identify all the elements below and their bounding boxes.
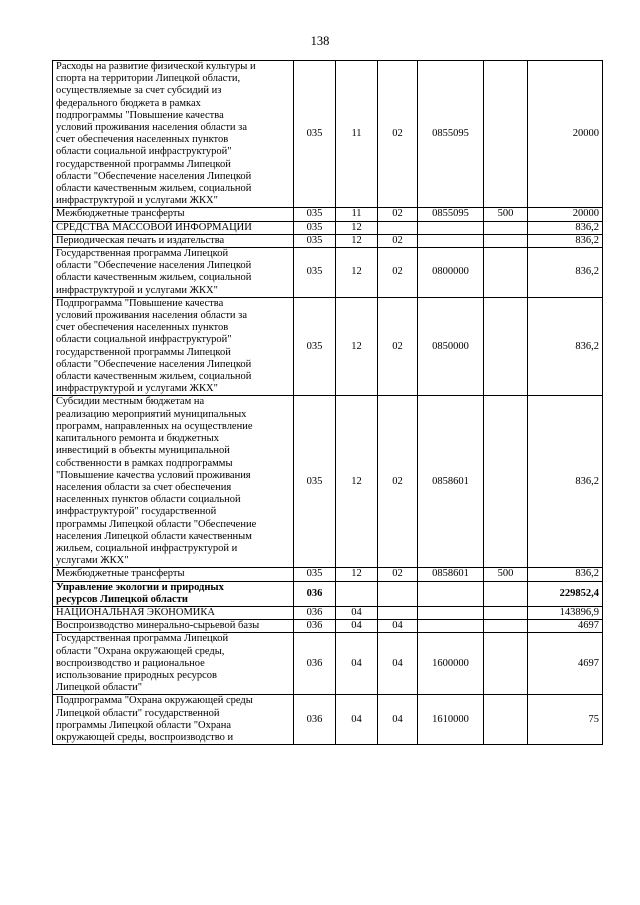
- description-line: Субсидии местным бюджетам на: [56, 396, 205, 408]
- description-line: Подпрограмма "Охрана окружающей среды: [56, 695, 253, 707]
- subsection-code: 02: [378, 208, 418, 221]
- expense-type-code: 500: [484, 208, 528, 221]
- description-line: федерального бюджета в рамках: [56, 97, 201, 109]
- description-line: жильем, социальной инфраструктурой и: [56, 542, 238, 554]
- row-description: [53, 61, 294, 208]
- row-description: [53, 297, 294, 396]
- section-code: 12: [336, 234, 378, 247]
- subsection-code: 02: [378, 234, 418, 247]
- expense-type-code: [484, 221, 528, 234]
- section-code: [336, 581, 378, 606]
- description-line: Периодическая печать и издательства: [56, 234, 225, 246]
- description-line: области социальной инфраструктурой": [56, 334, 232, 346]
- target-article-code: 0855095: [418, 61, 484, 208]
- table-row: [53, 221, 603, 234]
- ministry-code: 035: [294, 234, 336, 247]
- description-line: условий проживания населения области за: [56, 122, 247, 134]
- ministry-code: 036: [294, 620, 336, 633]
- description-line: капитального ремонта и бюджетных: [56, 433, 219, 445]
- description-line: области "Обеспечение населения Липецкой: [56, 358, 252, 370]
- row-description: [53, 620, 294, 633]
- row-description: [53, 633, 294, 695]
- table-row: [53, 581, 603, 606]
- amount-value: 20000: [528, 61, 603, 208]
- ministry-code: 035: [294, 297, 336, 396]
- description-line: программ, направленных на осуществление: [56, 420, 253, 432]
- description-line: инвестиций в объекты муниципальной: [56, 445, 230, 457]
- description-line: области качественным жильем, социальной: [56, 272, 252, 284]
- description-line: реализацию мероприятий муниципальных: [56, 408, 247, 420]
- description-line: Подпрограмма "Повышение качества: [56, 297, 224, 309]
- section-code: 12: [336, 297, 378, 396]
- ministry-code: 035: [294, 396, 336, 568]
- description-line: осуществляемые за счет субсидий из: [56, 85, 222, 97]
- amount-value: 836,2: [528, 234, 603, 247]
- target-article-code: 1610000: [418, 695, 484, 745]
- section-code: 12: [336, 568, 378, 581]
- description-line: Государственная программа Липецкой: [56, 633, 229, 645]
- ministry-code: 036: [294, 606, 336, 619]
- target-article-code: 0850000: [418, 297, 484, 396]
- section-code: 12: [336, 396, 378, 568]
- row-description: [53, 234, 294, 247]
- table-row: [53, 568, 603, 581]
- expense-type-code: [484, 396, 528, 568]
- expense-type-code: 500: [484, 568, 528, 581]
- table-row: [53, 695, 603, 745]
- subsection-code: 04: [378, 695, 418, 745]
- table-row: [53, 396, 603, 568]
- description-line: условий проживания населения области за: [56, 310, 247, 322]
- amount-value: 143896,9: [528, 606, 603, 619]
- ministry-code: 035: [294, 61, 336, 208]
- description-line: области качественным жильем, социальной: [56, 371, 252, 383]
- expense-type-code: [484, 297, 528, 396]
- table-row: [53, 208, 603, 221]
- description-line: НАЦИОНАЛЬНАЯ ЭКОНОМИКА: [56, 606, 215, 618]
- row-description: [53, 568, 294, 581]
- target-article-code: [418, 581, 484, 606]
- section-code: 12: [336, 248, 378, 298]
- ministry-code: 036: [294, 695, 336, 745]
- amount-value: 836,2: [528, 297, 603, 396]
- ministry-code: 036: [294, 633, 336, 695]
- ministry-code: 036: [294, 581, 336, 606]
- description-line: инфраструктурой и услугами ЖКХ": [56, 284, 218, 296]
- ministry-code: 035: [294, 568, 336, 581]
- description-line: ресурсов Липецкой области: [56, 593, 188, 605]
- row-description: [53, 248, 294, 298]
- expense-type-code: [484, 633, 528, 695]
- row-description: [53, 581, 294, 606]
- subsection-code: 02: [378, 297, 418, 396]
- section-code: 04: [336, 620, 378, 633]
- amount-value: 836,2: [528, 568, 603, 581]
- description-line: счет обеспечения населенных пунктов: [56, 134, 229, 146]
- target-article-code: 1600000: [418, 633, 484, 695]
- expense-type-code: [484, 695, 528, 745]
- description-line: Государственная программа Липецкой: [56, 248, 229, 260]
- subsection-code: [378, 581, 418, 606]
- section-code: 04: [336, 695, 378, 745]
- subsection-code: 02: [378, 568, 418, 581]
- description-line: Липецкой области" государственной: [56, 707, 220, 719]
- description-line: населения области за счет обеспечения: [56, 481, 232, 493]
- target-article-code: [418, 620, 484, 633]
- subsection-code: 04: [378, 633, 418, 695]
- section-code: 12: [336, 221, 378, 234]
- description-line: Воспроизводство минерально-сырьевой базы: [56, 620, 260, 632]
- description-line: "Повышение качества условий проживания: [56, 469, 251, 481]
- description-line: СРЕДСТВА МАССОВОЙ ИНФОРМАЦИИ: [56, 221, 252, 233]
- target-article-code: 0858601: [418, 396, 484, 568]
- description-line: счет обеспечения населенных пунктов: [56, 322, 229, 334]
- section-code: 11: [336, 208, 378, 221]
- description-line: области "Обеспечение населения Липецкой: [56, 260, 252, 272]
- target-article-code: 0800000: [418, 248, 484, 298]
- subsection-code: [378, 606, 418, 619]
- subsection-code: 02: [378, 248, 418, 298]
- amount-value: 75: [528, 695, 603, 745]
- ministry-code: 035: [294, 248, 336, 298]
- description-line: окружающей среды, воспроизводство и: [56, 731, 234, 743]
- description-line: области "Обеспечение населения Липецкой: [56, 170, 252, 182]
- row-description: [53, 208, 294, 221]
- amount-value: 20000: [528, 208, 603, 221]
- ministry-code: 035: [294, 221, 336, 234]
- page-number: 138: [310, 34, 330, 48]
- row-description: [53, 606, 294, 619]
- description-line: программы Липецкой области "Охрана: [56, 719, 232, 731]
- subsection-code: [378, 221, 418, 234]
- description-line: Расходы на развитие физической культуры и: [56, 61, 256, 72]
- row-description: [53, 396, 294, 568]
- table-row: [53, 61, 603, 208]
- expense-type-code: [484, 620, 528, 633]
- table-row: [53, 633, 603, 695]
- expense-type-code: [484, 234, 528, 247]
- expense-type-code: [484, 606, 528, 619]
- expense-type-code: [484, 581, 528, 606]
- description-line: государственной программы Липецкой: [56, 346, 231, 358]
- table-row: [53, 248, 603, 298]
- amount-value: 4697: [528, 633, 603, 695]
- section-code: 04: [336, 633, 378, 695]
- description-line: инфраструктурой и услугами ЖКХ": [56, 383, 218, 395]
- description-line: собственности в рамках подпрограммы: [56, 457, 233, 469]
- description-line: инфраструктурой" государственной: [56, 506, 217, 518]
- description-line: подпрограммы "Повышение качества: [56, 109, 224, 121]
- description-line: Липецкой области": [56, 682, 143, 694]
- expense-type-code: [484, 61, 528, 208]
- budget-table: [52, 60, 603, 745]
- subsection-code: 02: [378, 396, 418, 568]
- description-line: государственной программы Липецкой: [56, 158, 231, 170]
- subsection-code: 04: [378, 620, 418, 633]
- amount-value: 836,2: [528, 396, 603, 568]
- target-article-code: 0855095: [418, 208, 484, 221]
- description-line: области "Охрана окружающей среды,: [56, 645, 225, 657]
- section-code: 11: [336, 61, 378, 208]
- ministry-code: 035: [294, 208, 336, 221]
- description-line: инфраструктурой и услугами ЖКХ": [56, 195, 218, 207]
- description-line: программы Липецкой области "Обеспечение: [56, 518, 257, 530]
- row-description: [53, 695, 294, 745]
- amount-value: 4697: [528, 620, 603, 633]
- table-row: [53, 234, 603, 247]
- description-line: спорта на территории Липецкой области,: [56, 73, 241, 85]
- amount-value: 229852,4: [528, 581, 603, 606]
- subsection-code: 02: [378, 61, 418, 208]
- table-row: [53, 606, 603, 619]
- target-article-code: [418, 221, 484, 234]
- description-line: Управление экологии и природных: [56, 581, 224, 593]
- target-article-code: [418, 234, 484, 247]
- description-line: области социальной инфраструктурой": [56, 146, 232, 158]
- amount-value: 836,2: [528, 248, 603, 298]
- row-description: [53, 221, 294, 234]
- table-body: [53, 61, 603, 745]
- expense-type-code: [484, 248, 528, 298]
- description-line: Межбюджетные трансферты: [56, 208, 185, 220]
- description-line: воспроизводство и рациональное: [56, 657, 205, 669]
- target-article-code: [418, 606, 484, 619]
- table-row: [53, 297, 603, 396]
- description-line: населения Липецкой области качественным: [56, 530, 252, 542]
- section-code: 04: [336, 606, 378, 619]
- table-row: [53, 620, 603, 633]
- description-line: услугами ЖКХ": [56, 555, 129, 567]
- description-line: Межбюджетные трансферты: [56, 568, 185, 580]
- description-line: области качественным жильем, социальной: [56, 183, 252, 195]
- target-article-code: 0858601: [418, 568, 484, 581]
- amount-value: 836,2: [528, 221, 603, 234]
- description-line: использование природных ресурсов: [56, 669, 218, 681]
- description-line: населенных пунктов области социальной: [56, 494, 241, 506]
